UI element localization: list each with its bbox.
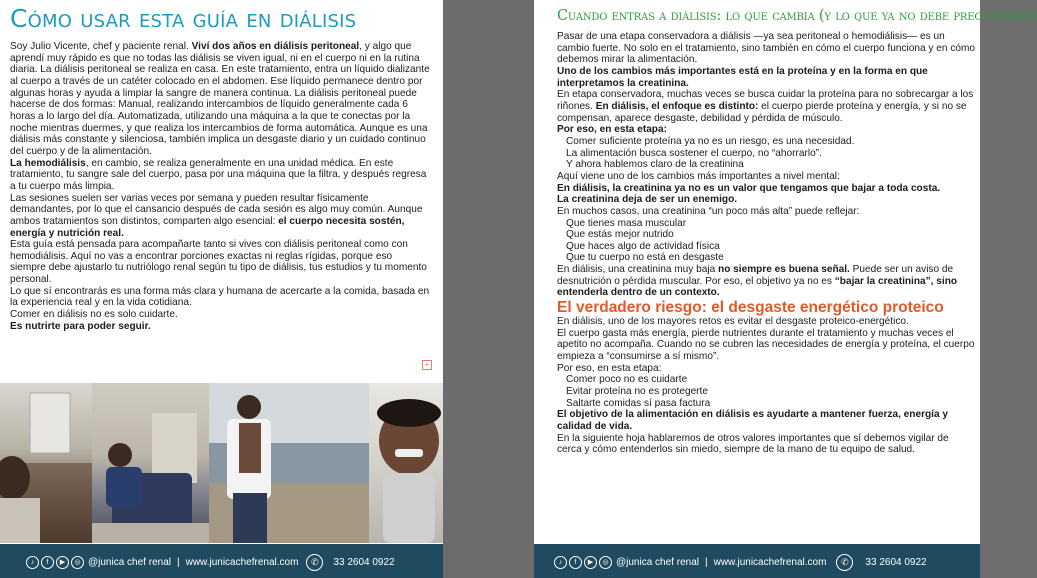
text-run: Por eso, en esta etapa: <box>557 362 662 374</box>
text-run: La alimentación busca sostener el cuerpo, no “ahorrarlo”. <box>566 147 822 159</box>
text-run: Evitar proteína no es protegerte <box>566 386 708 398</box>
bold-text: no siempre es buena señal. <box>718 264 850 276</box>
paragraph <box>557 194 975 206</box>
paragraph <box>557 31 975 66</box>
youtube-icon[interactable]: ▶ <box>584 556 597 569</box>
bold-text: La hemodiálisis <box>10 157 86 169</box>
text-run: El verdadero riesgo: el desgaste energético proteico <box>557 299 944 317</box>
text-run: Saltarte comidas sí pasa factura <box>566 397 711 409</box>
left-page <box>0 0 443 578</box>
footer-website[interactable]: www.junicachefrenal.com <box>713 556 827 568</box>
text-run: Que tienes masa muscular <box>566 217 687 229</box>
photo-portrait <box>369 383 443 543</box>
text-run: Comer suficiente proteína ya no es un riesgo, es una necesidad. <box>566 135 855 147</box>
text-run: Pasar de una etapa conservadora a diálisis —ya sea peritoneal o hemodiálisis— es un cambio fuerte. No solo en el tratamiento, sino también en cómo el cuerpo funciona y en cómo debemos mirar la alimentación. <box>557 31 975 66</box>
left-page-title: Cómo usar esta guía en diálisis <box>10 4 357 33</box>
facebook-icon[interactable]: f <box>569 556 582 569</box>
tiktok-icon[interactable]: ♪ <box>26 556 39 569</box>
bold-text: Es nutrirte para poder seguir. <box>10 320 151 332</box>
text-run: En diálisis, una creatinina muy baja <box>557 264 719 276</box>
text-run: Puede ser un aviso de desnutrición o pérdida muscular. Por eso, el objetivo ya no es <box>557 264 954 287</box>
footer-separator: | <box>704 556 708 568</box>
instagram-icon[interactable]: ◎ <box>71 556 84 569</box>
text-run: Soy Julio Vicente, chef y paciente renal. <box>10 41 192 52</box>
text-run: En la siguiente hoja hablaremos de otros valores importantes que sí debemos vigilar de cerca y cómo entenderlos sin miedo, siempre de la mano de tu equipo de salud. <box>557 432 949 456</box>
footer-phone: 33 2604 0922 <box>865 556 927 568</box>
left-page-body <box>10 41 430 332</box>
text-run: Las sesiones suelen ser varias veces por semana y pueden resultar físicamente demandantes, por lo que el cansancio después de cada sesión es algo muy común. Aunque ambos tratamientos son distintos, comparten algo esencial: <box>10 192 423 227</box>
whatsapp-icon[interactable]: ✆ <box>306 554 323 571</box>
list-item <box>557 374 975 386</box>
paragraph <box>10 321 430 333</box>
photo-beach <box>209 383 369 543</box>
footer-website[interactable]: www.junicachefrenal.com <box>185 556 299 568</box>
photo-dialysis-chair <box>92 383 209 543</box>
text-run: Y ahora hablemos claro de la creatinina <box>566 159 744 171</box>
text-run: , y algo que aprendí muy rápido es que no todas las diálisis se viven igual, ni en el cuerpo ni en la rutina diaria. La diálisis peritoneal se realiza en casa. En este tratamiento, entra un líquido dializante al cuerpo a través de un catéter colocado en el abdomen. Ese líquido permanece dentro por algunas horas y ayuda a limpiar la sangre de manera continua. La diálisis peritoneal puede hacerse de dos formas: Manual, realizando intercambios de líquido generalmente cada 6 horas a lo largo del día. Automatizada, utilizando una máquina a la que te conectas por la noche mientras duermes, y que realiza los intercambios de forma automática. Aunque es una diálisis más constante y silenciosa, también implica un desgaste diario y un cuidado continuo del cuerpo y de la alimentación. <box>10 41 430 157</box>
bold-text: Por eso, en esta etapa: <box>557 124 667 136</box>
list-item <box>557 241 975 253</box>
text-run: El cuerpo gasta más energía, pierde nutrientes durante el tratamiento y muchas veces el apetito no acompaña. Cuando no se cubren las necesidades de energía y proteína, el cuerpo empieza a “consumirse a sí mismo”. <box>557 327 975 363</box>
paragraph <box>557 206 975 218</box>
list-item <box>557 229 975 241</box>
list-item <box>557 159 975 171</box>
bold-text: Viví dos años en diálisis peritoneal <box>191 41 360 52</box>
text-run: En muchos casos, una creatinina “un poco más alta” puede reflejar: <box>557 205 860 217</box>
right-footer <box>534 544 980 578</box>
facebook-icon[interactable]: f <box>41 556 54 569</box>
paragraph <box>10 158 430 193</box>
paragraph <box>557 183 975 195</box>
text-run: En diálisis, uno de los mayores retos es evitar el desgaste proteico-energético. <box>557 316 909 328</box>
paragraph <box>557 363 975 375</box>
paragraph <box>557 66 975 89</box>
right-page-title: Cuando entras a diálisis: lo que cambia (y lo que ya no debe preocuparte) <box>557 8 1037 24</box>
text-run: Que haces algo de actividad física <box>566 240 720 252</box>
list-item <box>557 136 975 148</box>
photo-hospital-room <box>0 383 92 543</box>
footer-handle: @junica chef renal <box>88 556 171 568</box>
paragraph <box>10 193 430 240</box>
whatsapp-icon[interactable]: ✆ <box>836 554 853 571</box>
paragraph <box>10 286 430 309</box>
list-item <box>557 398 975 410</box>
footer-separator: | <box>176 556 180 568</box>
paragraph <box>557 124 975 136</box>
paragraph <box>557 409 975 432</box>
text-run: , en cambio, se realiza generalmente en una unidad médica. En este tratamiento, tu sangre sale del cuerpo, pasa por una máquina que la filtra, y después regresa a tu cuerpo más limpia. <box>10 157 427 192</box>
list-item <box>557 386 975 398</box>
bold-text: Uno de los cambios más importantes está en la proteína y en la forma en que interpretamos la creatinina. <box>557 65 928 89</box>
footer-phone: 33 2604 0922 <box>333 556 395 568</box>
bold-text: En diálisis, la creatinina ya no es un valor que tengamos que bajar a toda costa. <box>557 182 941 194</box>
tiktok-icon[interactable]: ♪ <box>554 556 567 569</box>
section-heading <box>557 299 975 316</box>
bold-text: El objetivo de la alimentación en diálisis es ayudarte a mantener fuerza, energía y calidad de vida. <box>557 409 948 432</box>
right-page-body <box>557 31 975 456</box>
paragraph <box>557 89 975 124</box>
text-run: En etapa conservadora, muchas veces se busca cuidar la proteína para no sobrecargar a los riñones. <box>557 89 974 112</box>
text-run: Que estás mejor nutrido <box>566 229 674 241</box>
text-run: el cuerpo pierde proteína y energía, y si no se compensan, aparece desgaste, debilidad y pérdida de músculo. <box>557 100 967 124</box>
paragraph <box>557 433 975 456</box>
paragraph <box>10 309 430 321</box>
text-run: Comer poco no es cuidarte <box>566 374 688 386</box>
text-run: Aquí viene uno de los cambios más importantes a nivel mental: <box>557 170 840 182</box>
instagram-icon[interactable]: ◎ <box>599 556 612 569</box>
paragraph <box>10 41 430 158</box>
text-run: Lo que sí encontrarás es una forma más clara y humana de acercarte a la comida, basada en la experiencia real y en la vida cotidiana. <box>10 285 430 309</box>
bold-text: el cuerpo necesita sostén, energía y nutrición real. <box>10 215 405 239</box>
bold-text: En diálisis, el enfoque es distinto: <box>595 100 759 112</box>
paragraph <box>557 316 975 328</box>
photo-strip <box>0 383 443 543</box>
youtube-icon[interactable]: ▶ <box>56 556 69 569</box>
plus-icon: + <box>422 360 432 370</box>
paragraph <box>10 239 430 286</box>
text-run: Esta guía está pensada para acompañarte tanto si vives con diálisis peritoneal como con hemodiálisis. Aquí no vas a encontrar porciones exactas ni reglas rígidas, porque eso siempre debe ajustarlo tu nutriólogo renal según tu tipo de diálisis, tus estudios y tu momento personal. <box>10 239 427 286</box>
list-item <box>557 148 975 160</box>
left-footer <box>0 544 443 578</box>
paragraph <box>557 171 975 183</box>
text-run: Que tu cuerpo no está en desgaste <box>566 252 724 264</box>
paragraph <box>557 264 975 299</box>
footer-handle: @junica chef renal <box>616 556 699 568</box>
text-run: Comer en diálisis no es solo cuidarte. <box>10 309 178 321</box>
list-item <box>557 252 975 264</box>
paragraph <box>557 328 975 363</box>
page-gutter <box>443 0 534 578</box>
right-page <box>534 0 1037 578</box>
bold-text: “bajar la creatinina”, sino entenderla dentro de un contexto. <box>557 275 958 299</box>
bold-text: La creatinina deja de ser un enemigo. <box>557 194 738 206</box>
list-item <box>557 218 975 230</box>
